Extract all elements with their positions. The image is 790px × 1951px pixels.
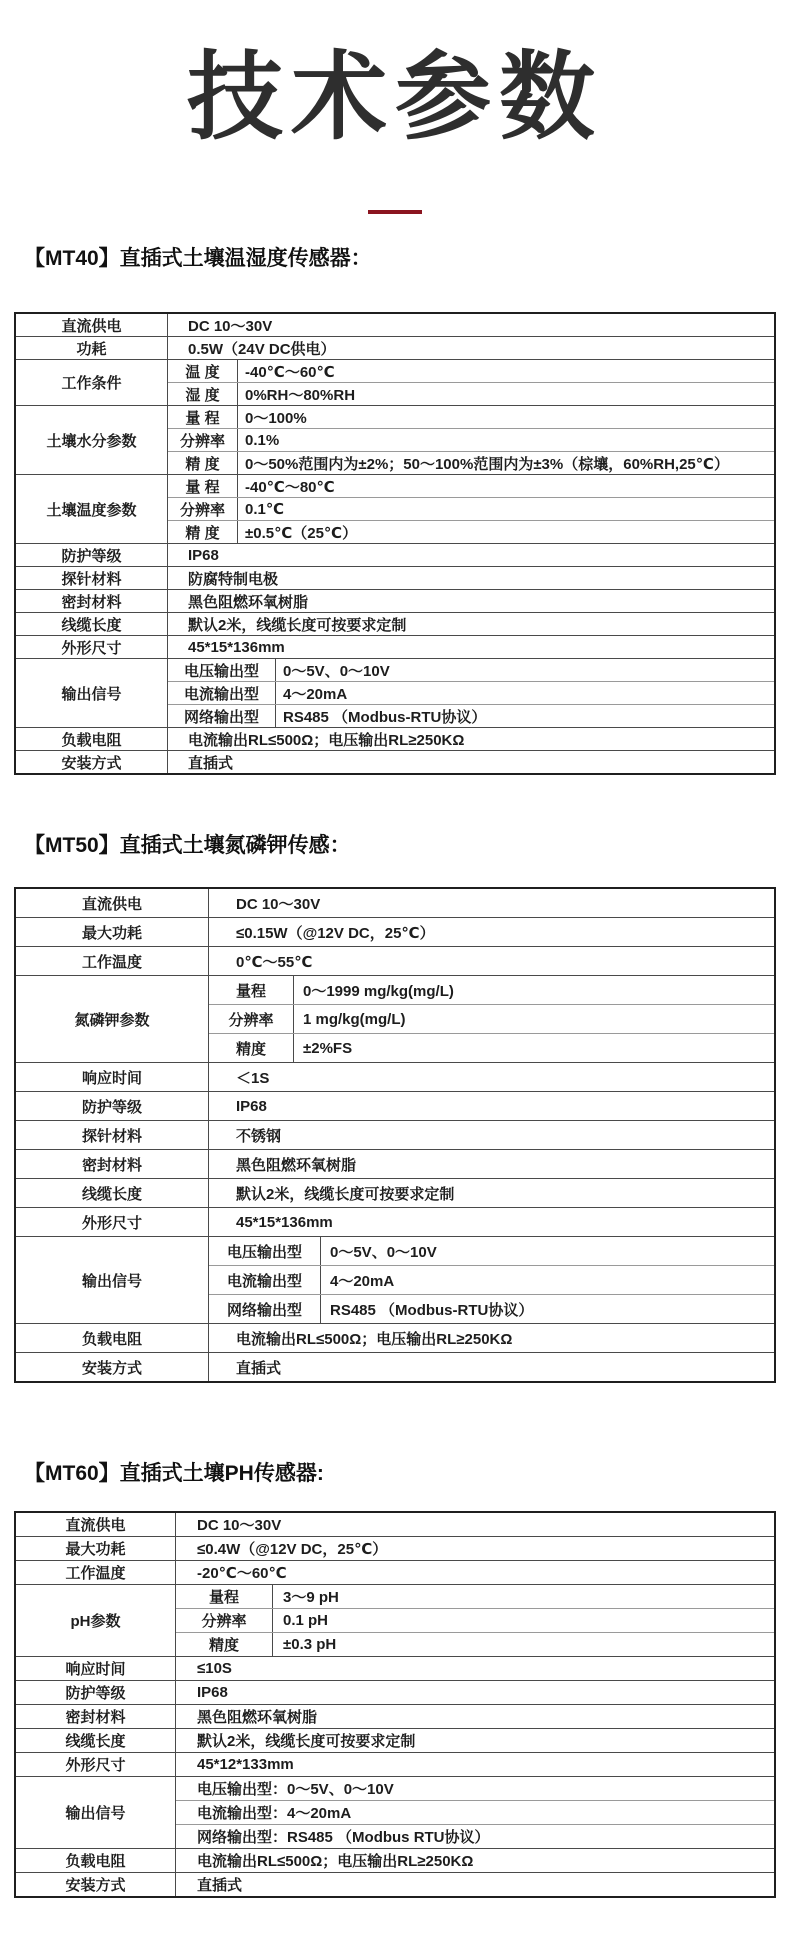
row-values (168, 613, 774, 635)
row-value: ≤0.4W（@12V DC，25℃） (197, 1541, 388, 1559)
table-row-group (16, 889, 774, 917)
table-row (176, 1632, 774, 1656)
row-sub-label: 分辨率 (176, 1609, 273, 1632)
row-value: IP68 (188, 546, 219, 564)
row-value: 0.1% (245, 431, 280, 449)
row-label: 土壤水分参数 (16, 406, 168, 474)
row-value: DC 10～30V (188, 317, 273, 335)
table-row-group (16, 1236, 774, 1323)
row-value: -40℃～60℃ (245, 363, 335, 381)
table-row (168, 590, 774, 612)
table-row (176, 1681, 774, 1704)
row-values (176, 1561, 774, 1584)
row-values (168, 728, 774, 750)
table-row (209, 1033, 774, 1062)
row-label: 密封材料 (16, 1705, 176, 1728)
row-value: 0～100% (245, 409, 307, 427)
table-row-group (16, 589, 774, 612)
row-value: RS485 （Modbus-RTU协议） (283, 708, 487, 726)
table-row-group (16, 1728, 774, 1752)
table-row-group (16, 1120, 774, 1149)
table-row (176, 1753, 774, 1776)
row-label: 输出信号 (16, 659, 168, 727)
row-value: 默认2米，线缆长度可按要求定制 (236, 1185, 455, 1203)
table-row (168, 704, 774, 727)
row-values (176, 1729, 774, 1752)
table-row (209, 1092, 774, 1120)
row-label: 外形尺寸 (16, 1208, 209, 1236)
row-label: 负载电阻 (16, 728, 168, 750)
table-row-group (16, 975, 774, 1062)
table-row (176, 1513, 774, 1536)
table-row-group (16, 1776, 774, 1848)
table-row (176, 1729, 774, 1752)
table-row (176, 1561, 774, 1584)
row-label: pH参数 (16, 1585, 176, 1656)
table-row (209, 1265, 774, 1294)
row-values (176, 1657, 774, 1680)
table-row (168, 567, 774, 589)
table-row (209, 1324, 774, 1352)
row-value: 0～50%范围内为±2%；50～100%范围内为±3%（棕壤，60%RH,25℃） (245, 455, 729, 473)
row-value: DC 10～30V (236, 895, 321, 913)
table-row (168, 337, 774, 359)
row-value: 0～1999 mg/kg(mg/L) (303, 982, 454, 1000)
row-value: 4～20mA (330, 1272, 395, 1290)
row-label: 工作温度 (16, 947, 209, 975)
row-values (209, 1179, 774, 1207)
row-sub-label: 精度 (209, 1034, 294, 1062)
table-row (168, 497, 774, 520)
table-row (168, 544, 774, 566)
row-value: 直插式 (236, 1359, 282, 1377)
row-values (209, 918, 774, 946)
row-value: 0%RH～80%RH (245, 386, 356, 404)
row-values (209, 1150, 774, 1178)
table-row (209, 1237, 774, 1265)
spec-section-mt50 (0, 831, 790, 1383)
table-row-group (16, 1352, 774, 1381)
row-values (168, 475, 774, 543)
table-row (176, 1800, 774, 1824)
row-values (168, 636, 774, 658)
row-sub-label: 分辨率 (168, 429, 238, 451)
table-row (168, 613, 774, 635)
row-value: -40℃～80℃ (245, 478, 335, 496)
row-values (168, 544, 774, 566)
table-row-group (16, 1872, 774, 1896)
sections-container (0, 244, 790, 1898)
row-label: 密封材料 (16, 1150, 209, 1178)
row-label: 工作温度 (16, 1561, 176, 1584)
row-sub-label: 网络输出型 (209, 1295, 321, 1323)
row-values (209, 947, 774, 975)
table-row-group (16, 1091, 774, 1120)
row-values (176, 1849, 774, 1872)
row-sub-label: 分辨率 (168, 498, 238, 520)
row-label: 输出信号 (16, 1237, 209, 1323)
row-label: 线缆长度 (16, 1729, 176, 1752)
row-value: 1 mg/kg(mg/L) (303, 1010, 406, 1028)
row-values (176, 1513, 774, 1536)
row-value: 0℃～55℃ (236, 953, 313, 971)
row-label: 功耗 (16, 337, 168, 359)
table-row (209, 976, 774, 1004)
row-values (168, 337, 774, 359)
table-row (168, 520, 774, 543)
row-value: 45*12*133mm (197, 1756, 294, 1774)
row-label: 最大功耗 (16, 1537, 176, 1560)
table-row (176, 1777, 774, 1800)
row-label: 工作条件 (16, 360, 168, 405)
table-row (209, 1063, 774, 1091)
table-row-group (16, 1323, 774, 1352)
table-row (209, 947, 774, 975)
spec-section-mt60 (0, 1459, 790, 1898)
row-values (176, 1585, 774, 1656)
row-values (168, 751, 774, 773)
row-sub-label: 量程 (176, 1585, 273, 1608)
bottom-spacer (0, 1898, 790, 1951)
row-sub-label: 电压输出型 (168, 659, 276, 681)
section-heading-mt60: 【MT60】直插式土壤PH传感器: (24, 1462, 324, 1486)
table-row-group (16, 750, 774, 773)
row-label: 防护等级 (16, 1092, 209, 1120)
section-heading-mt40: 【MT40】直插式土壤温湿度传感器： (24, 247, 372, 271)
row-value: 3～9 pH (283, 1589, 339, 1607)
table-row-group (16, 1560, 774, 1584)
table-row (176, 1873, 774, 1896)
row-sub-label: 湿 度 (168, 383, 238, 405)
row-value: 电流输出型：4～20mA (197, 1805, 352, 1823)
table-row (168, 475, 774, 497)
table-row-group (16, 635, 774, 658)
row-value: ±0.5℃（25℃） (245, 524, 358, 542)
table-row-group (16, 359, 774, 405)
table-row-group (16, 917, 774, 946)
row-sub-label: 网络输出型 (168, 705, 276, 727)
table-row (176, 1537, 774, 1560)
table-row (168, 360, 774, 382)
row-values (168, 360, 774, 405)
table-row (209, 1208, 774, 1236)
table-row (168, 382, 774, 405)
row-label: 氮磷钾参数 (16, 976, 209, 1062)
table-row-group (16, 566, 774, 589)
row-sub-label: 量程 (209, 976, 294, 1004)
row-value: 电流输出RL≤500Ω；电压输出RL≥250KΩ (236, 1330, 513, 1348)
row-label: 防护等级 (16, 1681, 176, 1704)
row-label: 响应时间 (16, 1063, 209, 1091)
row-sub-label: 分辨率 (209, 1005, 294, 1033)
row-values (209, 1353, 774, 1381)
table-row (168, 681, 774, 704)
row-value: 网络输出型：RS485 （Modbus RTU协议） (197, 1829, 490, 1847)
table-row (168, 751, 774, 773)
row-label: 输出信号 (16, 1777, 176, 1848)
row-label: 土壤温度参数 (16, 475, 168, 543)
table-row-group (16, 946, 774, 975)
row-value: 0～5V、0～10V (330, 1243, 437, 1261)
row-value: 防腐特制电极 (188, 570, 279, 588)
table-row-group (16, 474, 774, 543)
table-row (168, 636, 774, 658)
row-label: 响应时间 (16, 1657, 176, 1680)
row-label: 防护等级 (16, 544, 168, 566)
row-label: 探针材料 (16, 567, 168, 589)
row-sub-label: 温 度 (168, 360, 238, 382)
row-label: 密封材料 (16, 590, 168, 612)
row-value: 黑色阻燃环氧树脂 (197, 1709, 318, 1727)
row-value: 直插式 (197, 1877, 243, 1895)
row-values (168, 659, 774, 727)
table-row-group (16, 1149, 774, 1178)
row-value: ≤0.15W（@12V DC，25℃） (236, 924, 435, 942)
row-label: 线缆长度 (16, 613, 168, 635)
row-value: 默认2米，线缆长度可按要求定制 (197, 1733, 416, 1751)
row-values (209, 1063, 774, 1091)
row-sub-label: 电流输出型 (209, 1266, 321, 1294)
row-value: 45*15*136mm (188, 638, 285, 656)
table-row (176, 1657, 774, 1680)
table-row (209, 1150, 774, 1178)
row-value: ±0.3 pH (283, 1636, 337, 1654)
table-row-group (16, 1752, 774, 1776)
row-value: 默认2米，线缆长度可按要求定制 (188, 616, 407, 634)
row-values (209, 1121, 774, 1149)
page-title: 技术参数 (187, 44, 603, 151)
row-label: 外形尺寸 (16, 1753, 176, 1776)
row-value: RS485 （Modbus-RTU协议） (330, 1301, 534, 1319)
row-values (209, 889, 774, 917)
section-heading-mt50: 【MT50】直插式土壤氮磷钾传感： (24, 834, 351, 858)
row-values (176, 1705, 774, 1728)
table-row (209, 1353, 774, 1381)
row-value: 0～5V、0～10V (283, 662, 390, 680)
table-row (168, 406, 774, 428)
row-value: -20℃～60℃ (197, 1565, 287, 1583)
row-sub-label: 量 程 (168, 406, 238, 428)
row-value: 电压输出型：0～5V、0～10V (197, 1781, 394, 1799)
table-row-group (16, 405, 774, 474)
table-row-group (16, 1704, 774, 1728)
table-row-group (16, 1848, 774, 1872)
table-row-group (16, 1536, 774, 1560)
row-sub-label: 电压输出型 (209, 1237, 321, 1265)
row-value: 直插式 (188, 754, 234, 772)
row-label: 外形尺寸 (16, 636, 168, 658)
spec-table-mt40 (14, 312, 776, 775)
row-sub-label: 精 度 (168, 452, 238, 474)
table-row (209, 1004, 774, 1033)
table-row-group (16, 658, 774, 727)
row-value: ≤10S (197, 1660, 232, 1678)
table-row (168, 659, 774, 681)
row-value: 0.5W（24V DC供电） (188, 340, 336, 358)
table-row (168, 428, 774, 451)
row-label: 直流供电 (16, 314, 168, 336)
table-row-group (16, 1062, 774, 1091)
table-row (168, 728, 774, 750)
row-values (176, 1873, 774, 1896)
table-row-group (16, 1513, 774, 1536)
table-row-group (16, 543, 774, 566)
row-value: ±2%FS (303, 1039, 353, 1057)
table-row-group (16, 612, 774, 635)
row-label: 最大功耗 (16, 918, 209, 946)
row-value: 电流输出RL≤500Ω；电压输出RL≥250KΩ (197, 1853, 474, 1871)
table-row (176, 1705, 774, 1728)
table-row-group (16, 1656, 774, 1680)
table-row (209, 918, 774, 946)
row-values (176, 1537, 774, 1560)
row-value: 0.1 pH (283, 1612, 329, 1630)
table-row (176, 1849, 774, 1872)
row-value: IP68 (236, 1097, 267, 1115)
row-value: 黑色阻燃环氧树脂 (188, 593, 309, 611)
table-row-group (16, 1584, 774, 1656)
table-row (209, 889, 774, 917)
row-value: 4～20mA (283, 685, 348, 703)
row-values (168, 314, 774, 336)
row-sub-label: 精 度 (168, 521, 238, 543)
row-values (176, 1777, 774, 1848)
table-row (168, 314, 774, 336)
row-label: 负载电阻 (16, 1324, 209, 1352)
row-values (176, 1681, 774, 1704)
table-row-group (16, 1680, 774, 1704)
row-label: 线缆长度 (16, 1179, 209, 1207)
row-label: 安装方式 (16, 1353, 209, 1381)
row-values (209, 1324, 774, 1352)
spec-table-mt50 (14, 887, 776, 1383)
table-row-group (16, 727, 774, 750)
table-row-group (16, 314, 774, 336)
row-sub-label: 精度 (176, 1633, 273, 1656)
spec-section-mt40 (0, 244, 790, 775)
table-row (209, 1121, 774, 1149)
row-value: 45*15*136mm (236, 1213, 333, 1231)
row-value: ＜1S (236, 1069, 270, 1087)
row-values (209, 1208, 774, 1236)
row-values (168, 567, 774, 589)
row-label: 安装方式 (16, 751, 168, 773)
table-row (209, 1294, 774, 1323)
row-values (168, 406, 774, 474)
row-values (209, 976, 774, 1062)
table-row (176, 1824, 774, 1848)
table-row-group (16, 336, 774, 359)
row-value: 0.1℃ (245, 501, 285, 519)
row-sub-label: 电流输出型 (168, 682, 276, 704)
row-label: 安装方式 (16, 1873, 176, 1896)
row-label: 探针材料 (16, 1121, 209, 1149)
row-values (176, 1753, 774, 1776)
row-value: 电流输出RL≤500Ω；电压输出RL≥250KΩ (188, 731, 465, 749)
row-value: 黑色阻燃环氧树脂 (236, 1156, 357, 1174)
row-values (209, 1092, 774, 1120)
spec-table-mt60 (14, 1511, 776, 1898)
row-value: 不锈钢 (236, 1127, 282, 1145)
table-row-group (16, 1178, 774, 1207)
row-values (209, 1237, 774, 1323)
row-value: IP68 (197, 1684, 228, 1702)
row-label: 直流供电 (16, 889, 209, 917)
table-row (176, 1608, 774, 1632)
row-sub-label: 量 程 (168, 475, 238, 497)
table-row (209, 1179, 774, 1207)
title-accent-line (368, 210, 422, 214)
table-row-group (16, 1207, 774, 1236)
row-value: DC 10～30V (197, 1517, 282, 1535)
table-row (168, 451, 774, 474)
table-row (176, 1585, 774, 1608)
row-label: 直流供电 (16, 1513, 176, 1536)
row-values (168, 590, 774, 612)
row-label: 负载电阻 (16, 1849, 176, 1872)
